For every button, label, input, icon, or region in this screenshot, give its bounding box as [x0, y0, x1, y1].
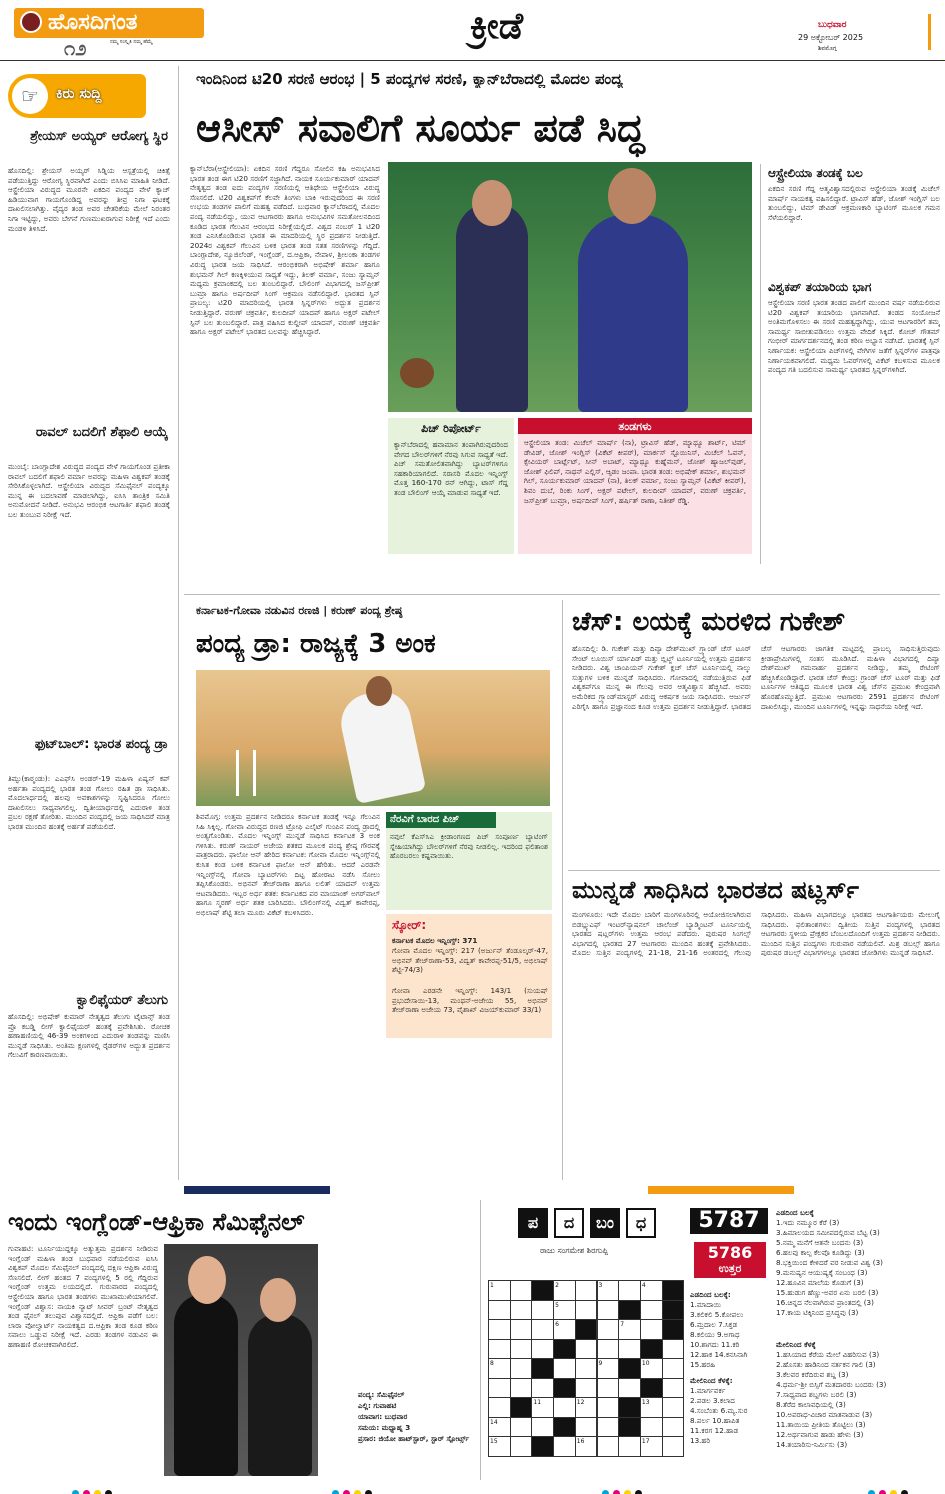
- clues-across-title: ಎಡದಿಂದ ಬಲಕ್ಕೆ: [776, 1208, 814, 1217]
- crossword-cell[interactable]: [640, 1319, 663, 1340]
- answers-across-title: ಎಡದಿಂದ ಬಲಕ್ಕೆ:: [690, 1290, 731, 1299]
- clue-down-item: 8.ತೆರೆದ ಕಾಲಾವಧಿಯಲ್ಲಿ (3): [776, 1400, 846, 1409]
- print-registration-dot: [105, 1490, 112, 1494]
- answers-across-list: [690, 1300, 770, 1370]
- answer-down-item: 11.ಕರಗ 12.ಹಾಡ: [690, 1426, 739, 1435]
- chess-bottom-rule: [568, 870, 940, 871]
- crossword-cell[interactable]: 14: [488, 1417, 511, 1438]
- crossword-cell: [553, 1339, 576, 1360]
- crossword-cell[interactable]: 3: [597, 1280, 620, 1301]
- print-registration-dot: [354, 1490, 361, 1494]
- crossword-cell[interactable]: [510, 1378, 533, 1399]
- crossword-cell[interactable]: [488, 1397, 511, 1418]
- crossword-cell[interactable]: 8: [488, 1358, 511, 1379]
- crossword-cell[interactable]: [531, 1300, 554, 1321]
- print-registration-dot: [890, 1490, 897, 1494]
- crossword-cell: [531, 1358, 554, 1379]
- crossword-cell[interactable]: 4: [640, 1280, 663, 1301]
- match-info-1: ಪಂದ್ಯ: ಸೆಮಿಫೈನಲ್: [358, 1390, 405, 1399]
- crossword-cell[interactable]: [510, 1319, 533, 1340]
- answer-down-item: 13.ಹರಿ: [690, 1436, 711, 1445]
- match-info-box: [322, 1390, 472, 1476]
- brand-logo-emblem: [20, 11, 42, 33]
- ranji-headline: ಪಂದ್ಯ ಡ್ರಾ: ರಾಜ್ಯಕ್ಕೆ 3 ಅಂಕ: [196, 629, 436, 659]
- crossword-cell[interactable]: [597, 1339, 620, 1360]
- ranji-score-line-3: ಗೋವಾ ಎರಡನೇ ಇನ್ನಿಂಗ್ಸ್: 143/1 (ಸುಯಷ್ ಪ್ರಭುದೇಸಾಯಿ-13, ಮಂಥನ್-ಅಜೇಯ 55, ಅಭಿನವ್ ತೇಜ್‌ರಾಣಾ ಅಜೇಯ 73, ವೈಶಾಖ್ ವಿಜಯ್‌ಕುಮಾರ್ 33/1): [392, 986, 548, 1015]
- answers-down-list: [690, 1386, 770, 1446]
- section-title: ಕ್ರೀಡೆ: [470, 6, 524, 47]
- player-right-head: [608, 168, 656, 224]
- answer-across-item: 1.ಮಾದಾಯಿ: [690, 1300, 722, 1309]
- clue-across-item: 15.ಹುಡುಗ ಹೆಣ್ಣು-ಅವರ ಏನು ಬರಲಿ (3): [776, 1288, 879, 1297]
- issue-date: 29 ಅಕ್ಟೋಬರ್ 2025: [798, 33, 864, 42]
- clue-across-item: 8.ಭಕ್ತಿಯಿಂದ ಕೇಳಿದರೆ ವರ ನೀಡುವ ವಿಶ್ವ (3): [776, 1258, 883, 1267]
- pitch-report-body: ಕ್ಯಾನ್‌ಬೆರಾದಲ್ಲಿ ಹವಾಮಾನ ತಂಪಾಗಿರುವುದರಿಂದ ವೇಗದ ಬೌಲರ್‌ಗಳಿಗೆ ನೆರವು ಸಿಗುವ ಸಾಧ್ಯತೆ ಇದೆ. ಪಿಚ್ ಸಮತೋಲಿತವಾಗಿದ್ದು ಬ್ಯಾಟರ್‌ಗಳಿಗೂ ಸಹಕಾರಿಯಾಗಲಿದೆ. ಸರಾಸರಿ ಮೊದಲ ಇನ್ನಿಂಗ್ಸ್ ಮೊತ್ತ 160-170 ರನ್ ಆಗಿದ್ದು, ಟಾಸ್ ಗೆದ್ದ ತಂಡ ಬೌಲಿಂಗ್ ಆಯ್ಕೆ ಮಾಡುವ ಸಾಧ್ಯತೆ ಇದೆ.: [394, 440, 508, 497]
- print-registration-dot: [343, 1490, 350, 1494]
- puzzle-title: [518, 1208, 668, 1238]
- ranji-score-line-1: ಕರ್ನಾಟಕ ಮೊದಲ ಇನ್ನಿಂಗ್ಸ್: 371: [392, 936, 478, 945]
- clue-down-item: 12.ಅರ್ಥವಾಗುವ ಹಾಡು ಹೇಳು (3): [776, 1430, 864, 1439]
- brief-title-4: ಕ್ವಾಲಿಫೈಯರ್ ತೆಲುಗು: [76, 993, 168, 1008]
- issue-city: ಶಿವಮೊಗ್ಗ: [818, 45, 837, 52]
- player-one-head: [188, 1256, 226, 1304]
- crossword-cell[interactable]: 17: [640, 1436, 663, 1457]
- crossword-cell[interactable]: [488, 1339, 511, 1360]
- answer-down-item: 1.ಮಾರ್ಗವರ್ಕ: [690, 1386, 726, 1395]
- crossword-cell[interactable]: [510, 1339, 533, 1360]
- ranji-pitch-body: ನವುಲೆ ಕೆಎಸ್‌ಸಿಎ ಕ್ರೀಡಾಂಗಣದ ಪಿಚ್ ಸಂಪೂರ್ಣ ಬ್ಯಾಟಿಂಗ್ ಸ್ನೇಹಿಯಾಗಿದ್ದು ಬೌಲರ್‌ಗಳಿಗೆ ನೆರವು ನೀಡಲಿಲ್ಲ. ಇದರಿಂದ ಫಲಿತಾಂಶ ಹೊರಬರಲು ಕಷ್ಟವಾಯಿತು.: [390, 832, 548, 861]
- answer-across-item: 3.ಕಲಿಕಲಿ 5.ಕೋಪಲು: [690, 1310, 744, 1319]
- bowler-head: [366, 676, 392, 706]
- answers-down-title: ಮೇಲಿನಿಂದ ಕೆಳಕ್ಕೆ:: [690, 1376, 733, 1385]
- crossword-cell[interactable]: 7: [618, 1319, 641, 1340]
- ranji-score-title: ಸ್ಕೋರ್:: [392, 918, 427, 932]
- date-accent-bar: [928, 14, 931, 50]
- match-info-3: ಯಾವಾಗ: ಬುಧವಾರ: [358, 1412, 408, 1421]
- issue-day: ಬುಧವಾರ: [818, 20, 847, 30]
- answer-across-item: 12.ಹಾಕ 14.ಕನಸಿನಾಗಿ: [690, 1350, 748, 1359]
- crossword-cell[interactable]: [597, 1378, 620, 1399]
- crossword-cell[interactable]: [488, 1378, 511, 1399]
- clue-down-item: 3.ಕೆಲವರ ಕರೆದಿರುವ ಶಬ್ದ (3): [776, 1370, 849, 1379]
- puzzle-answer-label: ಉತ್ತರ: [718, 1262, 742, 1275]
- hand-icon: ☞: [12, 78, 48, 114]
- brief-title-2: ರಾವಲ್ ಬದಲಿಗೆ ಶೆಫಾಲಿ ಆಯ್ಕೆ: [35, 425, 168, 440]
- ranji-body: ಶಿವಮೊಗ್ಗ: ಉತ್ತಮ ಪ್ರದರ್ಶನ ನೀಡಿದರೂ ಕರ್ನಾಟಕ ತಂಡಕ್ಕೆ ಇನ್ನೂ ಗೆಲುವಿನ ಸಿಹಿ ಸಿಕ್ಕಿಲ್ಲ. ಗೋವಾ ವಿರುದ್ಧದ ರಣಜಿ ಟ್ರೋಫಿ ಎಲೈಟ್ ಗುಂಪಿನ ಪಂದ್ಯ ಡ್ರಾದಲ್ಲಿ ಅಂತ್ಯಗೊಂಡಿತು. ಮೊದಲ ಇನ್ನಿಂಗ್ಸ್ ಮುನ್ನಡೆ ಸಾಧಿಸಿದ ಕರ್ನಾಟಕ 3 ಅಂಕ ಗಳಿಸಿತು. ಕರುಣ್ ನಾಯರ್ ಅಜೇಯ ಶತಕದ ಮೂಲಕ ಪಂದ್ಯ ಶ್ರೇಷ್ಠ ಗೌರವಕ್ಕೆ ಪಾತ್ರರಾದರು. ಫಾಲೋ ಆನ್ ಹೇರಿದ ಕರ್ನಾಟಕ: ಗೋವಾ ಮೊದಲ ಇನ್ನಿಂಗ್ಸ್‌ನಲ್ಲಿ ಕುಸಿತ ಕಂಡ ಬಳಿಕ ಕರ್ನಾಟಕ ಫಾಲೋ ಆನ್ ಹೇರಿತು. ಆದರೆ ಎರಡನೇ ಇನ್ನಿಂಗ್ಸ್‌ನಲ್ಲಿ ಗೋವಾ ಬ್ಯಾಟರ್‌ಗಳು ದಿಟ್ಟ ಹೋರಾಟ ನಡೆಸಿ ಸೋಲು ತಪ್ಪಿಸಿಕೊಂಡರು. ಅಭಿನವ್ ತೇಜ್‌ರಾಣಾ ಹಾಗೂ ಲಲಿತ್ ಯಾದವ್ ಉತ್ತಮ ಆಟವಾಡಿದರು. ಇಬ್ಬರ ಅರ್ಧ ಶತಕ: ಕರ್ನಾಟಕದ ಪರ ಮಾಯಾಂಕ್ ಅಗರ್‌ವಾಲ್ ಹಾಗೂ ಸ್ಮರಣ್ ಅರ್ಧ ಶತಕ ಬಾರಿಸಿದರು. ಬೌಲಿಂಗ್‌ನಲ್ಲಿ ವಿದ್ವತ್ ಕಾವೇರಪ್ಪ, ಅಭಿಲಾಷ್ ಶೆಟ್ಟಿ ತಲಾ ಮೂರು ವಿಕೆಟ್ ಕಬಳಿಸಿದರು.: [196, 812, 380, 917]
- crossword-cell[interactable]: [531, 1339, 554, 1360]
- crossword-cell[interactable]: [575, 1300, 598, 1321]
- crossword-cell[interactable]: [618, 1436, 641, 1457]
- clue-across-item: 12.ಹೂವಿನ ಮಾಲೆಯ ಕೊಡುಗೆ (3): [776, 1278, 864, 1287]
- crossword-cell[interactable]: [510, 1300, 533, 1321]
- crossword-cell: [640, 1378, 663, 1399]
- crossword-cell[interactable]: [531, 1417, 554, 1438]
- crossword-cell[interactable]: [531, 1378, 554, 1399]
- womens-wc-body-left: ಗುವಾಹಟಿ: ಟೂರ್ನಿಯುದ್ದಕ್ಕೂ ಅತ್ಯುತ್ತಮ ಪ್ರದರ್ಶನ ನೀಡಿರುವ ಇಂಗ್ಲೆಂಡ್ ಮಹಿಳಾ ತಂಡ ಬುಧವಾರ ನಡೆಯಲಿರುವ ಐಸಿಸಿ ವಿಶ್ವಕಪ್ ಮೊದಲ ಸೆಮಿಫೈನಲ್ ಪಂದ್ಯದಲ್ಲಿ ದಕ್ಷಿಣ ಆಫ್ರಿಕಾ ವಿರುದ್ಧ ಸೆಣಸಲಿದೆ. ಲೀಗ್ ಹಂತದ 7 ಪಂದ್ಯಗಳಲ್ಲಿ 5 ರಲ್ಲಿ ಗೆದ್ದಿರುವ ಇಂಗ್ಲೆಂಡ್ ಉತ್ತಮ ಲಯದಲ್ಲಿದೆ. ಗುರುವಾರದ ಪಂದ್ಯದಲ್ಲಿ ಆಸ್ಟ್ರೇಲಿಯಾ ಹಾಗೂ ಭಾರತ ತಂಡಗಳು ಮುಖಾಮುಖಿಯಾಗಲಿವೆ. ಇಂಗ್ಲೆಂಡ್ ವಿಶ್ವಾಸ: ನಾಯಕಿ ನ್ಯಾಟ್ ಸೀವರ್ ಬ್ರಂಟ್ ನೇತೃತ್ವದ ತಂಡ ಫೈನಲ್ ತಲುಪುವ ವಿಶ್ವಾಸದಲ್ಲಿದೆ. ಆಫ್ರಿಕಾ ಪಡೆಗೆ ಬಲ: ಲಾರಾ ವೋಲ್ವಾರ್ಟ್ ನಾಯಕತ್ವದ ದ.ಆಫ್ರಿಕಾ ತಂಡ ಕೂಡ ಕಠಿಣ ಸವಾಲು ಒಡ್ಡುವ ನಿರೀಕ್ಷೆ ಇದೆ. ಎರಡು ತಂಡಗಳ ನಡುವಿನ ಈ ಹಣಾಹಣಿ ರೋಚಕವಾಗಿರಲಿದೆ.: [8, 1244, 158, 1349]
- crossword-cell: [662, 1319, 685, 1340]
- crossword-cell[interactable]: [531, 1319, 554, 1340]
- crossword-cell: [618, 1300, 641, 1321]
- crossword-cell: [662, 1300, 685, 1321]
- crossword-cell: [510, 1397, 533, 1418]
- crossword-cell[interactable]: [575, 1280, 598, 1301]
- badminton-body: ಮಂಗಳೂರು: ಇದೇ ಮೊದಲ ಬಾರಿಗೆ ಮಂಗಳೂರಿನಲ್ಲಿ ಆಯೋಜಿಸಲಾಗಿರುವ ಬಿಡಬ್ಲ್ಯುಎಫ್ ಇಂಟರ್‌ನ್ಯಾಷನಲ್ ಚಾಲೆಂಜ್ ಬ್ಯಾಡ್ಮಿಂಟನ್ ಟೂರ್ನಿಯಲ್ಲಿ ಭಾರತದ ಷಟ್ಲರ್‌ಗಳು ಉತ್ತಮ ಆರಂಭ ಪಡೆದರು. ಪುರುಷರ ಸಿಂಗಲ್ಸ್ ವಿಭಾಗದಲ್ಲಿ ಭಾರತದ 27 ಆಟಗಾರರು ಮುಂದಿನ ಹಂತಕ್ಕೆ ಪ್ರವೇಶಿಸಿದರು. ಮೊದಲ ಸುತ್ತಿನ ಪಂದ್ಯಗಳಲ್ಲಿ 21-18, 21-16 ಅಂತರದಲ್ಲಿ ಗೆಲುವು ಸಾಧಿಸಿದರು. ಮಹಿಳಾ ವಿಭಾಗದಲ್ಲೂ ಭಾರತದ ಆಟಗಾರ್ತಿಯರು ಮೇಲುಗೈ ಸಾಧಿಸಿದರು. ಫಲಿತಾಂಶಗಳು: ದ್ವಿತೀಯ ಸುತ್ತಿನ ಪಂದ್ಯಗಳಲ್ಲಿ ಭಾರತದ ಆಟಗಾರರು ಸ್ಥಳೀಯ ಪ್ರೇಕ್ಷಕರ ಬೆಂಬಲದೊಂದಿಗೆ ಉತ್ತಮ ಪ್ರದರ್ಶನ ನೀಡಿದರು. ಮುಂದಿನ ಸುತ್ತಿನ ಪಂದ್ಯಗಳು ಗುರುವಾರ ನಡೆಯಲಿವೆ. ಮಿಶ್ರ ಡಬಲ್ಸ್ ಹಾಗೂ ಪುರುಷರ ಡಬಲ್ಸ್ ವಿಭಾಗಗಳಲ್ಲೂ ಭಾರತದ ಜೋಡಿಗಳು ಮುನ್ನಡೆ ಸಾಧಿಸಿವೆ.: [572, 910, 940, 958]
- crossword-cell[interactable]: [510, 1436, 533, 1457]
- puzzle-answer-box: [694, 1242, 766, 1278]
- crossword-cell: [531, 1436, 554, 1457]
- player-right-figure: [578, 214, 688, 412]
- ranji-kicker: ಕರ್ನಾಟಕ-ಗೋವಾ ನಡುವಿನ ರಣಜಿ | ಕರುಣ್ ಪಂದ್ಯ ಶ್ರೇಷ್ಠ: [196, 604, 403, 617]
- clue-down-item: 11.ತಾಯಿಯ ಪ್ರೀತಿಯ ತೊಟ್ಟಿಲು (3): [776, 1420, 866, 1429]
- print-dots-right: [600, 1482, 644, 1494]
- lead-bottom-rule: [184, 594, 940, 595]
- crossword-cell[interactable]: [597, 1319, 620, 1340]
- print-registration-dot: [83, 1490, 90, 1494]
- crossword-cell[interactable]: 2: [553, 1280, 576, 1301]
- crossword-cell: [531, 1280, 554, 1301]
- wc-puzzle-divider: [480, 1200, 481, 1480]
- ranji-pitch-box: [386, 812, 552, 910]
- puzzle-letter-2: ದ: [554, 1208, 584, 1238]
- crossword-cell[interactable]: [575, 1378, 598, 1399]
- player-two-figure: [248, 1314, 312, 1476]
- print-dots-mid: [330, 1482, 374, 1494]
- crossword-cell[interactable]: 10: [640, 1358, 663, 1379]
- crossword-cell[interactable]: [640, 1417, 663, 1438]
- crossword-cell: [640, 1339, 663, 1360]
- answer-down-item: 8.ಪರ್ಲ 10.ಹಾಪಿತ: [690, 1416, 740, 1425]
- clues-down-title: ಮೇಲಿನಿಂದ ಕೆಳಕ್ಕೆ: [776, 1340, 816, 1349]
- print-registration-dot: [624, 1490, 631, 1494]
- print-registration-dot: [868, 1490, 875, 1494]
- aus-strength-body: ಏಕದಿನ ಸರಣಿ ಗೆದ್ದ ಆತ್ಮವಿಶ್ವಾಸದಲ್ಲಿರುವ ಆಸ್ಟ್ರೇಲಿಯಾ ತಂಡಕ್ಕೆ ಮಿಚೆಲ್ ಮಾರ್ಷ್ ನಾಯಕತ್ವ ವಹಿಸಲಿದ್ದಾರೆ. ಟ್ರಾವಿಸ್ ಹೆಡ್, ಜೋಶ್ ಇಂಗ್ಲಿಸ್ ಬಲ ತುಂಬಲಿದ್ದು, ಟಿಮ್ ಡೇವಿಡ್ ಆಕ್ರಮಣಕಾರಿ ಬ್ಯಾಟಿಂಗ್ ಮೂಲಕ ಗಮನ ಸೆಳೆಯಲಿದ್ದಾರೆ.: [768, 184, 940, 222]
- print-registration-dot: [72, 1490, 79, 1494]
- briefs-label: ಕಿರು ಸುದ್ದಿ: [56, 86, 102, 102]
- answer-across-item: 15.ಹರಹಿ: [690, 1360, 716, 1369]
- crossword-cell[interactable]: [597, 1300, 620, 1321]
- player-left-head: [472, 180, 512, 226]
- aus-strength-title: ಆಸ್ಟ್ರೇಲಿಯಾ ತಂಡಕ್ಕೆ ಬಲ: [768, 166, 863, 180]
- clue-down-item: 4.ಧರ್ಮ-ಶ್ರೀ ಬಿಸ್ಸಿಗೆ ಮತದಾರರು ಬಂದರು (3): [776, 1380, 887, 1389]
- brief-body-3: ತಿಮ್ಫು(ಕಾಠ್ಮಂಡು): ಎಎಫ್‌ಸಿ ಅಂಡರ್-19 ಮಹಿಳಾ ಏಷ್ಯನ್ ಕಪ್ ಅರ್ಹತಾ ಪಂದ್ಯದಲ್ಲಿ ಭಾರತ ತಂಡ ಗೋಲು ರಹಿತ ಡ್ರಾ ಸಾಧಿಸಿತು. ಮೊದಲಾರ್ಧದಲ್ಲಿ ಹಲವು ಅವಕಾಶಗಳನ್ನು ಸೃಷ್ಟಿಸಿದರೂ ಗೋಲು ದಾಖಲಿಸಲು ಸಾಧ್ಯವಾಗಲಿಲ್ಲ. ದ್ವಿತೀಯಾರ್ಧದಲ್ಲಿ ಎದುರಾಳಿ ತಂಡ ಪ್ರಬಲ ರಕ್ಷಣೆ ತೋರಿತು. ಮುಂದಿನ ಪಂದ್ಯದಲ್ಲಿ ಜಯ ಸಾಧಿಸಿದರೆ ಮಾತ್ರ ಭಾರತ ಮುಂದಿನ ಹಂತಕ್ಕೆ ಅರ್ಹತೆ ಪಡೆಯಲಿದೆ.: [8, 774, 170, 831]
- clue-down-item: 7.ಸಾಧ್ಯವಾದ ಶಬ್ದಗಳು ಬರಲಿ (3): [776, 1390, 857, 1399]
- clue-across-item: 6.ಹಲವು ಕಾಲ್ಪ ಕೆಲವೊ ಕೂಡಿದ್ದು (3): [776, 1248, 865, 1257]
- crossword-cell[interactable]: 9: [597, 1358, 620, 1379]
- match-info-4: ಸಮಯ: ಮಧ್ಯಾಹ್ನ 3: [358, 1423, 411, 1432]
- crossword-cell[interactable]: 15: [488, 1436, 511, 1457]
- womens-wc-headline: ಇಂದು ಇಂಗ್ಲೆಂಡ್-ಆಫ್ರಿಕಾ ಸೆಮಿಫೈನಲ್: [8, 1208, 305, 1236]
- crossword-cell[interactable]: [618, 1378, 641, 1399]
- masthead: [0, 0, 945, 60]
- answer-across-item: 10.ಶಾಗದು 11.ಕರಿ: [690, 1340, 740, 1349]
- match-info-2: ಎಲ್ಲಿ: ಗುವಾಹಟಿ: [358, 1401, 397, 1410]
- chess-headline: ಚೆಸ್: ಲಯಕ್ಕೆ ಮರಳಿದ ಗುಕೇಶ್: [572, 607, 846, 637]
- crossword-cell[interactable]: [618, 1280, 641, 1301]
- crossword-cell: [618, 1417, 641, 1438]
- crossword-cell: [553, 1417, 576, 1438]
- answer-across-item: 6.ಮ್ರದಾಲ 7.ಸಿಕ್ತಡ: [690, 1320, 738, 1329]
- briefs-logo: [8, 74, 146, 118]
- squads-box: [518, 418, 752, 554]
- crossword-cell[interactable]: [662, 1358, 685, 1379]
- puzzle-letter-1: ಪ: [518, 1208, 548, 1238]
- crossword-cell[interactable]: 6: [553, 1319, 576, 1340]
- puzzle-letter-3: ಬಂ: [590, 1208, 620, 1238]
- brief-title-1: ಶ್ರೇಯಸ್ ಅಯ್ಯರ್ ಆರೋಗ್ಯ ಸ್ಥಿರ: [30, 129, 168, 144]
- match-info-5: ಪ್ರಸಾರ: ಜಿಯೋ ಹಾಟ್‌ಸ್ಟಾರ್, ಸ್ಟಾರ್ ಸ್ಪೋರ್ಟ್ಸ್: [358, 1434, 470, 1443]
- lead-body: ಕ್ಯಾನ್‌ಬೆರಾ(ಆಸ್ಟ್ರೇಲಿಯಾ): ಏಕದಿನ ಸರಣಿ ಗೆದ್ದರೂ ಸೋಲಿನ ಕಹಿ ಅನುಭವಿಸಿದ ಭಾರತ ತಂಡ ಈಗ ಟಿ20 ಸರಣಿಗೆ ಸಜ್ಜಾಗಿದೆ. ನಾಯಕ ಸೂರ್ಯಕುಮಾರ್ ಯಾದವ್ ನೇತೃತ್ವದ ತಂಡ ಐದು ಪಂದ್ಯಗಳ ಸರಣಿಯಲ್ಲಿ ಆತಿಥೇಯ ಆಸ್ಟ್ರೇಲಿಯಾ ವಿರುದ್ಧ ಸೆಣಸಲಿದೆ. ಟಿ20 ವಿಶ್ವಕಪ್‌ಗೆ ಕೆಲವೇ ತಿಂಗಳು ಬಾಕಿ ಇರುವುದರಿಂದ ಈ ಸರಣಿ ಉಭಯ ತಂಡಗಳ ಪಾಲಿಗೆ ಮಹತ್ವ ಪಡೆದಿದೆ. ಬುಧವಾರ ಕ್ಯಾನ್‌ಬೆರಾದಲ್ಲಿ ಮೊದಲ ಪಂದ್ಯ ನಡೆಯಲಿದ್ದು, ಯುವ ಆಟಗಾರರು ಹಾಗೂ ಅನುಭವಿಗಳ ಸಮತೋಲನದಿಂದ ಕೂಡಿದ ಭಾರತ ಗೆಲುವಿನ ಆರಂಭದ ನಿರೀಕ್ಷೆಯಲ್ಲಿದೆ. ವಿಶ್ವದ ನಂಬರ್ 1 ಟಿ20 ತಂಡ ಎನಿಸಿಕೊಂಡಿರುವ ಭಾರತ ಈ ಮಾದರಿಯಲ್ಲಿ ಸ್ಥಿರ ಪ್ರದರ್ಶನ ನೀಡುತ್ತಿದೆ. 2024ರ ವಿಶ್ವಕಪ್ ಗೆಲುವಿನ ಬಳಿಕ ಭಾರತ ತಂಡ ಸತತ ಸರಣಿಗಳನ್ನು ಗೆದ್ದಿದೆ. ಬಾಂಗ್ಲಾದೇಶ, ನ್ಯೂಜಿಲೆಂಡ್, ಇಂಗ್ಲೆಂಡ್, ದ.ಆಫ್ರಿಕಾ, ನೇಪಾಳ, ಶ್ರೀಲಂಕಾ ತಂಡಗಳ ವಿರುದ್ಧ ಭಾರತ ಜಯ ಸಾಧಿಸಿದೆ. ಆರಂಭಿಕರಾಗಿ ಅಭಿಷೇಕ್ ಶರ್ಮಾ ಹಾಗೂ ಶುಭಮನ್ ಗಿಲ್ ಕಣಕ್ಕಿಳಿಯುವ ಸಾಧ್ಯತೆ ಇದ್ದು, ತಿಲಕ್ ವರ್ಮಾ, ಸಂಜು ಸ್ಯಾಮ್ಸನ್ ಮಧ್ಯಮ ಕ್ರಮಾಂಕದಲ್ಲಿ ಬಲ ತುಂಬಲಿದ್ದಾರೆ. ಬೌಲಿಂಗ್ ವಿಭಾಗದಲ್ಲಿ ಜಸ್‌ಪ್ರೀತ್ ಬುಮ್ರಾ ಹಾಗೂ ಅರ್ಷದೀಪ್ ಸಿಂಗ್ ಆಕ್ರಮಣ ನಡೆಸಲಿದ್ದಾರೆ. ಭಾರತದ ಸ್ಪಿನ್ ಪ್ರಾಬಲ್ಯ: ಟಿ20 ಮಾದರಿಯಲ್ಲಿ ಭಾರತ ಸ್ಪಿನ್ನರ್‌ಗಳು ಅದ್ಭುತ ಪ್ರದರ್ಶನ ನೀಡುತ್ತಿದ್ದಾರೆ. ವರುಣ್ ಚಕ್ರವರ್ತಿ, ಕುಲದೀಪ್ ಯಾದವ್ ಹಾಗೂ ಅಕ್ಷರ್ ಪಟೇಲ್ ಸ್ಪಿನ್ ಬಲ ತುಂಬಲಿದ್ದಾರೆ. ಪಾತ್ರ ವಹಿಸಿದ ಕುಲ್ದೀಪ್ ಯಾದವ್, ವರುಣ್ ಚಕ್ರವರ್ತಿ ಹಾಗೂ ಅಕ್ಷರ್ ಪಟೇಲ್ ಭಾರತದ ಬಲವನ್ನು ಹೆಚ್ಚಿಸಿದ್ದಾರೆ.: [190, 164, 380, 337]
- crossword-cell[interactable]: [662, 1417, 685, 1438]
- puzzle-grid: [488, 1280, 684, 1456]
- crossword-cell[interactable]: [662, 1339, 685, 1360]
- lead-headline: ಆಸೀಸ್ ಸವಾಲಿಗೆ ಸೂರ್ಯ ಪಡೆ ಸಿದ್ಧ: [196, 106, 645, 150]
- crossword-cell[interactable]: [662, 1397, 685, 1418]
- crossword-cell[interactable]: [618, 1339, 641, 1360]
- lead-column-divider: [760, 164, 761, 564]
- player-two-head: [260, 1278, 296, 1322]
- clue-down-item: 10.ಅಪರಾಧ-ವಿಚಾರ ಮಾತನಾಡುವ (3): [776, 1410, 873, 1419]
- print-registration-dot: [365, 1490, 372, 1494]
- player-left-figure: [456, 202, 528, 412]
- answer-down-item: 2.ಪಡಲ 3.ಕಲಾದ: [690, 1396, 735, 1405]
- clue-across-item: 3.ಹಿಮಾಲಯದ ಸಮೀಪದಲ್ಲಿರುವ ಬೆಟ್ಟ (3): [776, 1228, 880, 1237]
- crossword-cell[interactable]: [597, 1436, 620, 1457]
- print-dots-far: [866, 1482, 910, 1494]
- crossword-cell[interactable]: [553, 1436, 576, 1457]
- lead-photo: [388, 162, 752, 412]
- crossword-cell[interactable]: [575, 1358, 598, 1379]
- brief-body-1: ಹೊಸದಿಲ್ಲಿ: ಶ್ರೇಯಸ್ ಅಯ್ಯರ್ ಸಿಡ್ನಿಯ ಆಸ್ಪತ್ರೆಯಲ್ಲಿ ಚಿಕಿತ್ಸೆ ಪಡೆಯುತ್ತಿದ್ದು ಆರೋಗ್ಯ ಸ್ಥಿರವಾಗಿದೆ ಎಂದು ಬಿಸಿಸಿಐ ಮಾಹಿತಿ ನೀಡಿದೆ. ಆಸ್ಟ್ರೇಲಿಯಾ ವಿರುದ್ಧದ ಮೂರನೇ ಏಕದಿನ ಪಂದ್ಯದ ವೇಳೆ ಕ್ಯಾಚ್ ಹಿಡಿಯುವಾಗ ಗಾಯಗೊಂಡಿದ್ದ ಅವರನ್ನು ತೀವ್ರ ನಿಗಾ ಘಟಕಕ್ಕೆ ದಾಖಲಿಸಲಾಗಿತ್ತು. ವೈದ್ಯರ ತಂಡ ಅವರ ಚೇತರಿಕೆಯ ಮೇಲೆ ನಿರಂತರ ನಿಗಾ ಇಟ್ಟಿದ್ದು, ಅವರು ಬೇಗನೆ ಗುಣಮುಖರಾಗುವ ನಿರೀಕ್ಷೆ ಇದೆ ಎಂದು ಮಂಡಳಿ ತಿಳಿಸಿದೆ.: [8, 166, 170, 233]
- crossword-cell[interactable]: [640, 1300, 663, 1321]
- crossword-cell[interactable]: 12: [575, 1397, 598, 1418]
- crossword-cell: [662, 1280, 685, 1301]
- print-registration-dot: [94, 1490, 101, 1494]
- clue-across-item: 1.ಇದು ನಮ್ಮೂರ ಕೆರೆ (3): [776, 1218, 840, 1227]
- brand-tagline: ನಮ್ಮ ಸಂಸ್ಕೃತಿ ನಮ್ಮ ಹೆಮ್ಮೆ: [110, 39, 153, 45]
- puzzle-subtitle: ರಾಜು ಸಂಗಮೇಶ ಶಿರಗುಪ್ಪಿ: [540, 1246, 609, 1255]
- print-registration-dot: [635, 1490, 642, 1494]
- print-registration-dot: [901, 1490, 908, 1494]
- crossword-cell[interactable]: [488, 1319, 511, 1340]
- crossword-cell: [553, 1378, 576, 1399]
- section-band-navy: [184, 1186, 330, 1194]
- answer-across-item: 8.ಕಲಿಯು 9.ಅಗಾಧ: [690, 1330, 740, 1339]
- crossword-cell[interactable]: 5: [553, 1300, 576, 1321]
- crossword-cell[interactable]: [510, 1358, 533, 1379]
- print-registration-dot: [602, 1490, 609, 1494]
- page-number: ೧೨: [64, 36, 87, 60]
- ranji-photo: [196, 670, 550, 806]
- crossword-cell[interactable]: [553, 1397, 576, 1418]
- stumps-icon: [236, 750, 256, 796]
- crossword-cell: [618, 1397, 641, 1418]
- crossword-cell[interactable]: [510, 1417, 533, 1438]
- ranji-chess-divider: [562, 600, 563, 1180]
- brief-body-4: ಹೊಸದಿಲ್ಲಿ: ಅಭಿಷೇಕ್ ಕುಮಾರ್ ನೇತೃತ್ವದ ತೆಲುಗು ಟೈಟಾನ್ಸ್ ತಂಡ ಪ್ರೊ ಕಬಡ್ಡಿ ಲೀಗ್ ಕ್ವಾಲಿಫೈಯರ್ ಹಂತಕ್ಕೆ ಪ್ರವೇಶಿಸಿತು. ರೋಚಕ ಹಣಾಹಣಿಯಲ್ಲಿ 46-39 ಅಂಕಗಳಿಂದ ಎದುರಾಳಿ ತಂಡವನ್ನು ಮಣಿಸಿ ಮುನ್ನಡೆ ಸಾಧಿಸಿತು. ಅಂತಿಮ ಕ್ಷಣಗಳಲ್ಲಿ ರೈಡರ್‌ಗಳ ಅದ್ಭುತ ಪ್ರದರ್ಶನ ಗೆಲುವಿಗೆ ಕಾರಣವಾಯಿತು.: [8, 1012, 170, 1060]
- crossword-cell[interactable]: [488, 1300, 511, 1321]
- print-registration-dot: [613, 1490, 620, 1494]
- section-band-orange: [648, 1186, 794, 1194]
- clues-down-list: [776, 1350, 940, 1450]
- sidebar-divider: [178, 66, 179, 1180]
- crossword-cell[interactable]: 13: [640, 1397, 663, 1418]
- crossword-cell: [618, 1358, 641, 1379]
- pitch-report-title: ಪಿಚ್ ರಿಪೋರ್ಟ್: [421, 422, 481, 435]
- badminton-headline: ಮುನ್ನಡೆ ಸಾಧಿಸಿದ ಭಾರತದ ಷಟ್ಲರ್ಸ್: [572, 876, 859, 904]
- clue-across-item: 9.ಮನುಷ್ಯನ ಆಯುಷ್ಯಕ್ಕೆ ಸಂಬಂಧ (3): [776, 1268, 868, 1277]
- clue-across-item: 17.ಕಾಯ ಟಿಕ್ಕಿನಿಂದ ಪ್ರಸಿದ್ಧವು (3): [776, 1308, 859, 1317]
- crossword-cell[interactable]: [553, 1358, 576, 1379]
- crossword-cell[interactable]: [662, 1436, 685, 1457]
- squads-body: ಆಸ್ಟ್ರೇಲಿಯಾ ತಂಡ: ಮಿಚೆಲ್ ಮಾರ್ಷ್ (ನಾ), ಟ್ರಾವಿಸ್ ಹೆಡ್, ಮ್ಯಾಥ್ಯೂ ಶಾರ್ಟ್, ಟಿಮ್ ಡೇವಿಡ್, ಜೋಶ್ ಇಂಗ್ಲಿಸ್ (ವಿಕೆಟ್ ಕೀಪರ್), ಮಾರ್ಕಸ್ ಸ್ಟೊಯಿನಿಸ್, ಮಿಚೆಲ್ ಓವನ್, ಕ್ಸೇವಿಯರ್ ಬಾರ್ಟ್ಲೆಟ್, ಸೀನ್ ಅಬಾಟ್, ಮ್ಯಾಥ್ಯೂ ಕುಹ್ನೆಮನ್, ಜೋಶ್ ಹ್ಯಾಜಲ್‌ವುಡ್, ಜೋಶ್ ಫಿಲಿಪ್, ನಾಥನ್ ಎಲ್ಲಿಸ್, ಆ್ಯಡಂ ಜಂಪಾ. ಭಾರತ ತಂಡ: ಅಭಿಷೇಕ್ ಶರ್ಮಾ, ಶುಭಮನ್ ಗಿಲ್, ಸೂರ್ಯಕುಮಾರ್ ಯಾದವ್ (ನಾ), ತಿಲಕ್ ವರ್ಮಾ, ಸಂಜು ಸ್ಯಾಮ್ಸನ್ (ವಿಕೆಟ್ ಕೀಪರ್), ಶಿವಂ ದುಬೆ, ರಿಂಕು ಸಿಂಗ್, ಅಕ್ಷರ್ ಪಟೇಲ್, ಕುಲದೀಪ್ ಯಾದವ್, ವರುಣ್ ಚಕ್ರವರ್ತಿ, ಜಸ್‌ಪ್ರೀತ್ ಬುಮ್ರಾ, ಅರ್ಷದೀಪ್ ಸಿಂಗ್, ಹರ್ಷಿತ್ ರಾಣಾ, ನಿತೀಶ್ ರೆಡ್ಡಿ.: [524, 438, 746, 505]
- clue-down-item: 14.ತಯಾರಿಸು-ನಿರ್ಮಿಸು (3): [776, 1440, 848, 1449]
- crossword-cell[interactable]: [662, 1378, 685, 1399]
- clues-across-list: [776, 1218, 940, 1318]
- brief-title-3: ಫುಟ್‌ಬಾಲ್: ಭಾರತ ಪಂದ್ಯ ಡ್ರಾ: [34, 737, 168, 752]
- crossword-cell[interactable]: 1: [488, 1280, 511, 1301]
- crossword-cell[interactable]: [597, 1417, 620, 1438]
- clue-down-item: 1.ಹಸಿಯಾದ ಕೆರೆಯ ಮೇಲೆ ವಿಹರಿಸುವ (3): [776, 1350, 880, 1359]
- clue-down-item: 2.ಹೊಸತು ಹಾಡಿನಿಂದ ನರ್ತಕನ ಗಾಲಿ (3): [776, 1360, 876, 1369]
- puzzle-letter-4: ಧ: [626, 1208, 656, 1238]
- player-one-figure: [174, 1294, 238, 1476]
- wc-prep-body: ಆಸ್ಟ್ರೇಲಿಯಾ ಸರಣಿ ಭಾರತ ತಂಡದ ಪಾಲಿಗೆ ಮುಂದಿನ ವರ್ಷ ನಡೆಯಲಿರುವ ಟಿ20 ವಿಶ್ವಕಪ್ ತಯಾರಿಯ ಭಾಗವಾಗಿದೆ. ತಂಡದ ಸಂಯೋಜನೆ ಅಂತಿಮಗೊಳಿಸಲು ಈ ಸರಣಿ ಮಹತ್ವದ್ದಾಗಿದ್ದು, ಯುವ ಆಟಗಾರರಿಗೆ ತಮ್ಮ ಸಾಮರ್ಥ್ಯ ಸಾಬೀತುಪಡಿಸಲು ಉತ್ತಮ ವೇದಿಕೆ ಸಿಕ್ಕಿದೆ. ಕೋಚ್ ಗೌತಮ್ ಗಂಭೀರ್ ಮಾರ್ಗದರ್ಶನದಲ್ಲಿ ತಂಡ ಕಠಿಣ ಅಭ್ಯಾಸ ನಡೆಸಿದೆ. ಭಾರತಕ್ಕೆ ಸ್ಪಿನ್ ನಿರ್ಣಾಯಕ: ಆಸ್ಟ್ರೇಲಿಯಾ ಪಿಚ್‌ಗಳಲ್ಲಿ ವೇಗಿಗಳ ಜತೆಗೆ ಸ್ಪಿನ್ನರ್‌ಗಳ ಪಾತ್ರವೂ ನಿರ್ಣಾಯಕವಾಗಲಿದೆ. ಮಧ್ಯಮ ಓವರ್‌ಗಳಲ್ಲಿ ವಿಕೆಟ್ ಕಬಳಿಸುವ ಮೂಲಕ ಪಂದ್ಯದ ಗತಿ ಬದಲಿಸುವ ಸಾಮರ್ಥ್ಯ ಭಾರತದ ಸ್ಪಿನ್ನರ್‌ಗಳಿಗಿದೆ.: [768, 298, 940, 375]
- crossword-cell[interactable]: [575, 1417, 598, 1438]
- print-registration-dot: [332, 1490, 339, 1494]
- crossword-cell[interactable]: [597, 1397, 620, 1418]
- chess-body: ಹೊಸದಿಲ್ಲಿ: ಡಿ. ಗುಕೇಶ್ ಮತ್ತು ದಿವ್ಯಾ ದೇಶ್‌ಮುಖ್ ಗ್ರ್ಯಾಂಡ್ ಚೆಸ್ ಟೂರ್ ಸೇಂಟ್ ಲೂಯಿಸ್ ರ್ಯಾಪಿಡ್ ಮತ್ತು ಬ್ಲಿಟ್ಜ್ ಟೂರ್ನಿಯಲ್ಲಿ ಉತ್ತಮ ಪ್ರದರ್ಶನ ನೀಡಿದರು. ವಿಶ್ವ ಚಾಂಪಿಯನ್ ಗುಕೇಶ್ ಕ್ಲಚ್ ಚೆಸ್ ಟೂರ್ನಿಯಲ್ಲಿ ನಾಲ್ಕು ಸುತ್ತುಗಳ ಬಳಿಕ ಮುನ್ನಡೆ ಸಾಧಿಸಿದರು. ಗೋವಾದಲ್ಲಿ ನಡೆಯುತ್ತಿರುವ ಫಿಡೆ ವಿಶ್ವಕಪ್‌ಗೂ ಮುನ್ನ ಈ ಗೆಲುವು ಅವರ ಆತ್ಮವಿಶ್ವಾಸ ಹೆಚ್ಚಿಸಿದೆ. ಅವರು ಅಮೆರಿಕದ ಗ್ರ್ಯಾಂಡ್‌ಮಾಸ್ಟರ್ ವಿರುದ್ಧ ಆಕರ್ಷಕ ಜಯ ಸಾಧಿಸಿದರು. ಆರ್ಜುನ್ ಎರಿಗೈಸಿ ಹಾಗೂ ಪ್ರಜ್ಞಾನಂದ ಕೂಡ ಉತ್ತಮ ಪ್ರದರ್ಶನ ನೀಡುತ್ತಿದ್ದಾರೆ. ಭಾರತದ ಚೆಸ್ ಆಟಗಾರರು ಜಾಗತಿಕ ಮಟ್ಟದಲ್ಲಿ ಪ್ರಾಬಲ್ಯ ಸಾಧಿಸುತ್ತಿರುವುದು ಕ್ರೀಡಾಪ್ರೇಮಿಗಳಲ್ಲಿ ಸಂತಸ ಮೂಡಿಸಿದೆ. ಮಹಿಳಾ ವಿಭಾಗದಲ್ಲಿ ದಿವ್ಯಾ ದೇಶ್‌ಮುಖ್ ಗಮನಾರ್ಹ ಪ್ರದರ್ಶನ ನೀಡಿದ್ದು, ತಮ್ಮ ರೇಟಿಂಗ್ ಹೆಚ್ಚಿಸಿಕೊಂಡಿದ್ದಾರೆ. ಭಾರತ ಚೆಸ್ ಕೇಂದ್ರ: ಗ್ರಾಂಡ್ ಚೆಸ್ ಟೂರ್ ಮತ್ತು ಫಿಡೆ ಟೂರ್ನಿಗಳ ಆತಿಥ್ಯದ ಮೂಲಕ ಭಾರತ ವಿಶ್ವ ಚೆಸ್‌ನ ಪ್ರಮುಖ ಕೇಂದ್ರವಾಗಿ ಹೊರಹೊಮ್ಮುತ್ತಿದೆ. ಪ್ರಮುಖ ಆಟಗಾರರು 2591 ಪ್ರದರ್ಶನ ರೇಟಿಂಗ್ ದಾಖಲಿಸಿದ್ದು, ಮುಂದಿನ ಟೂರ್ನಿಗಳಲ್ಲಿ ಇನ್ನಷ್ಟು ಸಾಧನೆಯ ನಿರೀಕ್ಷೆ ಇದೆ.: [572, 644, 940, 711]
- ranji-pitch-title: ನೆರವಿಗೆ ಬಾರದ ಪಿಚ್: [390, 814, 460, 825]
- brief-body-2: ಮುಂಬೈ: ಬಾಂಗ್ಲಾದೇಶ ವಿರುದ್ಧದ ಪಂದ್ಯದ ವೇಳೆ ಗಾಯಗೊಂಡ ಪ್ರತೀಕಾ ರಾವಲ್ ಬದಲಿಗೆ ಶಫಾಲಿ ವರ್ಮಾ ಅವರನ್ನು ಮಹಿಳಾ ವಿಶ್ವಕಪ್ ತಂಡಕ್ಕೆ ಸೇರಿಸಿಕೊಳ್ಳಲಾಗಿದೆ. ಆಸ್ಟ್ರೇಲಿಯಾ ವಿರುದ್ಧದ ಸೆಮಿಫೈನಲ್ ಪಂದ್ಯಕ್ಕೂ ಮುನ್ನ ಈ ಬದಲಾವಣೆ ಮಾಡಲಾಗಿದ್ದು, ಐಸಿಸಿ ತಾಂತ್ರಿಕ ಸಮಿತಿ ಅನುಮೋದನೆ ನೀಡಿದೆ. ಅನುಭವಿ ಆರಂಭಿಕ ಆಟಗಾರ್ತಿ ಶಫಾಲಿ ತಂಡಕ್ಕೆ ಬಲ ತುಂಬುವ ನಿರೀಕ್ಷೆ ಇದೆ.: [8, 462, 170, 519]
- squads-title: ತಂಡಗಳು: [618, 420, 652, 433]
- wc-prep-title: ವಿಶ್ವಕಪ್ ತಯಾರಿಯ ಭಾಗ: [768, 280, 872, 294]
- print-dots-left: [70, 1482, 114, 1494]
- ranji-score-box: [386, 914, 552, 1038]
- crossword-cell: [575, 1319, 598, 1340]
- masthead-rule: [0, 60, 945, 61]
- brand-name: ಹೊಸದಿಗಂತ: [48, 10, 138, 35]
- answer-down-item: 4.ಸಂಬೆಂತು 6.ಮ್ಯ.ಸುರ: [690, 1406, 748, 1415]
- crossword-cell[interactable]: 16: [575, 1436, 598, 1457]
- crossword-cell[interactable]: 11: [531, 1397, 554, 1418]
- crossword-cell[interactable]: [575, 1339, 598, 1360]
- puzzle-number-current: 5787: [690, 1208, 768, 1234]
- clue-across-item: 5.ನಮ್ಮ ಮನೆಗೆ ಆತನೇ ಬಂದನು (3): [776, 1238, 864, 1247]
- pitch-report-box: [388, 418, 514, 554]
- clue-across-item: 16.ಚಿನ್ನದ ನೆಲವಾಗಿರುವ ಪ್ರಾಂತದಲ್ಲಿ (3): [776, 1298, 874, 1307]
- crossword-cell[interactable]: [510, 1280, 533, 1301]
- print-registration-dot: [879, 1490, 886, 1494]
- womens-wc-photo: [164, 1244, 318, 1476]
- baseball-glove-icon: [400, 358, 434, 388]
- ranji-score-line-2: ಗೋವಾ ಮೊದಲ ಇನ್ನಿಂಗ್ಸ್: 217 (ಅರ್ಜುನ್ ತೆಂಡೂಲ್ಕರ್-47, ಅಭಿನವ್ ತೇಜ್‌ರಾಣಾ-53, ವಿದ್ವತ್ ಕಾವೇರಪ್ಪ-51/5, ಅಭಿಲಾಷ್ ಶೆಟ್ಟಿ-74/3): [392, 946, 548, 975]
- puzzle-number-prev: 5786: [707, 1243, 753, 1262]
- lead-kicker: ಇಂದಿನಿಂದ ಟಿ20 ಸರಣಿ ಆರಂಭ | 5 ಪಂದ್ಯಗಳ ಸರಣಿ, ಕ್ಯಾನ್‌ಬೆರಾದಲ್ಲಿ ಮೊದಲ ಪಂದ್ಯ: [196, 70, 623, 88]
